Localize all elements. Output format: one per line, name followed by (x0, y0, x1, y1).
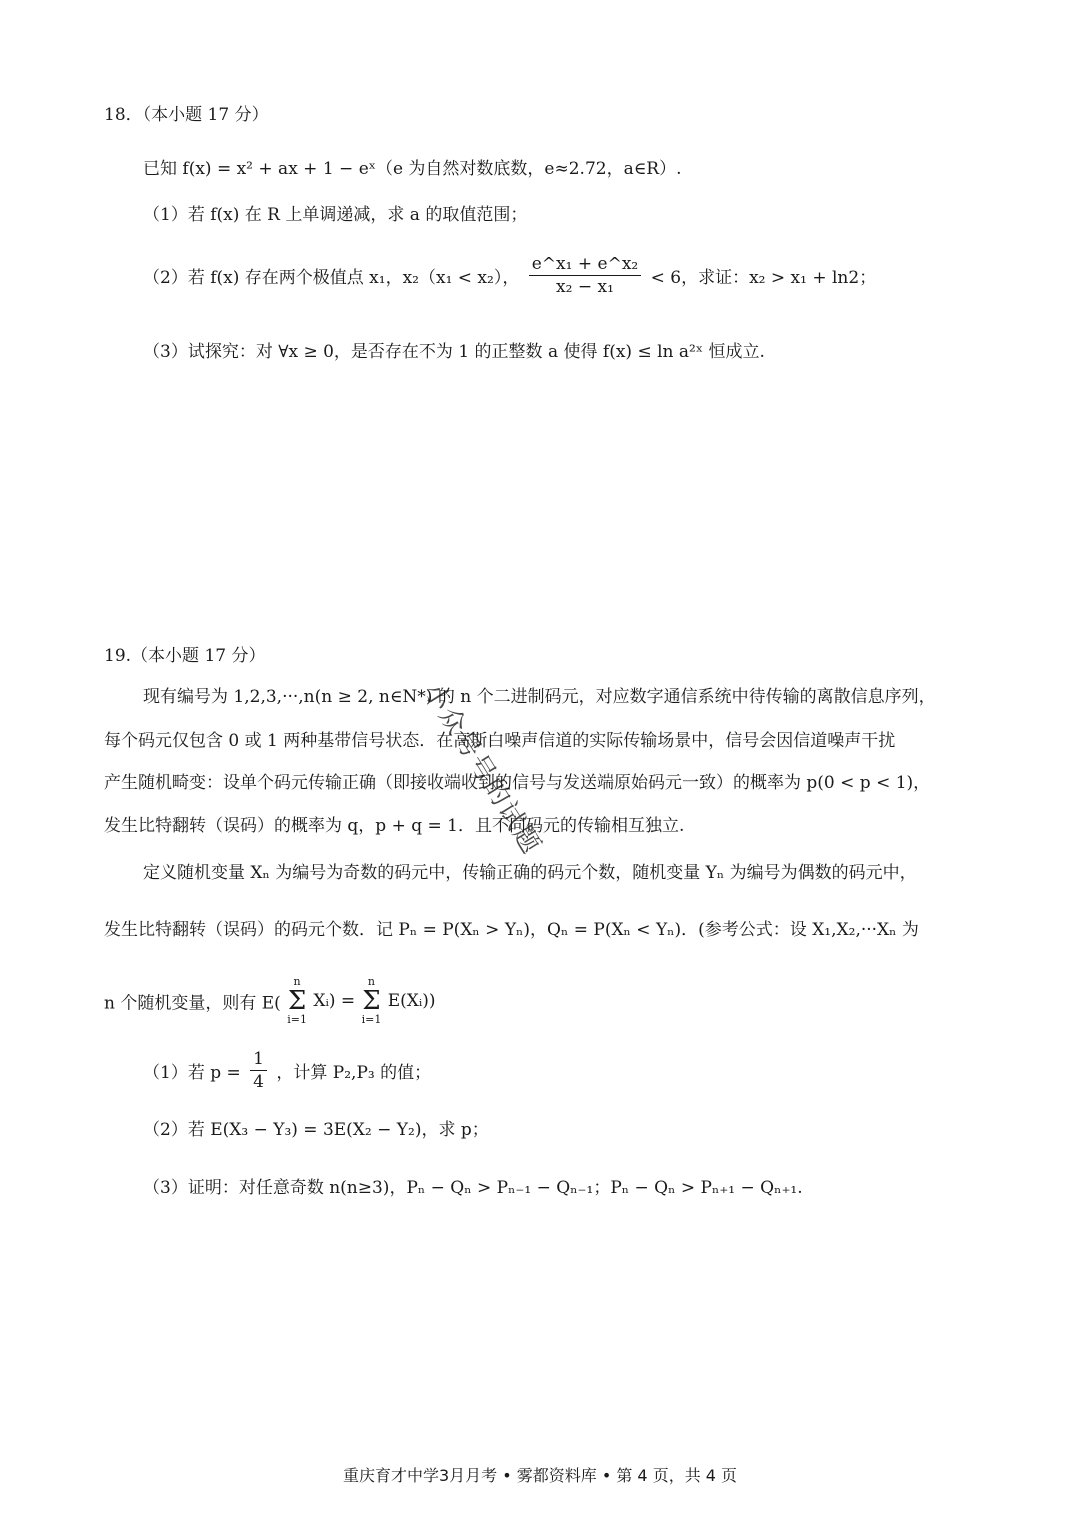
q19-sentence-3: 产生随机畸变：设单个码元传输正确（即接收端收到的信号与发送端原始码元一致）的概率为 p(0 < p < 1)， (104, 773, 931, 793)
q18-part2-denominator: x₂ − x₁ (556, 277, 614, 297)
q18-part2-fraction (529, 253, 641, 298)
q19-part1-pre: （1）若 p = (143, 1063, 241, 1083)
q18-heading: 18．（本小题 17 分） (104, 105, 269, 125)
q18-part2 (143, 253, 876, 298)
q19-part1-numerator: 1 (250, 1048, 267, 1071)
q19-part1 (143, 1048, 431, 1093)
q18-part3: （3）试探究：对 ∀x ≥ 0，是否存在不为 1 的正整数 a 使得 f(x) ≤ ln a²ˣ 恒成立. (143, 342, 765, 362)
q19-sentence-1: 现有编号为 1,2,3,···,n(n ≥ 2, n∈N*) 的 n 个二进制码元，对应数字通信系统中待传输的离散信息序列， (143, 687, 936, 707)
q19-formula-part-b: Xᵢ) = (313, 991, 356, 1011)
q19-summation-2 (362, 976, 382, 1026)
q19-sentence-2: 每个码元仅包含 0 或 1 两种基带信号状态．在高斯白噪声信道的实际传输场景中，信号会因信道噪声干扰 (104, 731, 896, 751)
q19-part1-fraction (250, 1048, 267, 1093)
sum-lower-limit: i=1 (287, 1013, 307, 1026)
q19-heading: 19.（本小题 17 分） (104, 646, 266, 666)
sum-upper-limit: n (367, 975, 375, 988)
q19-formula-line (104, 976, 436, 1026)
q19-part1-denominator: 4 (253, 1072, 264, 1092)
q18-part1: （1）若 f(x) 在 R 上单调递减，求 a 的取值范围； (143, 205, 528, 225)
q18-stem: 已知 f(x) = x² + ax + 1 − eˣ（e 为自然对数底数，e≈2.72，a∈R）. (143, 159, 682, 179)
sum-lower-limit: i=1 (361, 1013, 382, 1026)
q19-part3: （3）证明：对任意奇数 n(n≥3)，Pₙ − Qₙ > Pₙ₋₁ − Qₙ₋₁；Pₙ − Qₙ > Pₙ₊₁ − Qₙ₊₁. (143, 1178, 803, 1198)
q19-sentence-5: 定义随机变量 Xₙ 为编号为奇数的码元中，传输正确的码元个数，随机变量 Yₙ 为编号为偶数的码元中， (143, 863, 917, 883)
watermark: 小众号号的试题 (417, 678, 547, 861)
sigma-symbol: Σ (287, 986, 307, 1016)
q19-formula-part-a: n 个随机变量，则有 E( (104, 993, 281, 1014)
q19-sentence-6: 发生比特翻转（误码）的码元个数．记 Pₙ = P(Xₙ > Yₙ)，Qₙ = P(Xₙ < Yₙ)．(参考公式：设 X₁,X₂,···Xₙ 为 (104, 920, 919, 940)
sum-upper-limit: n (293, 975, 301, 988)
q19-formula-part-c: E(Xᵢ)) (387, 991, 436, 1011)
page-footer: 重庆育才中学3月月考 • 雾都资料库 • 第 4 页，共 4 页 (342, 1466, 738, 1485)
q19-summation-1 (287, 976, 307, 1026)
q19-part1-post: ，计算 P₂,P₃ 的值； (276, 1063, 432, 1083)
q18-part2-numerator: e^x₁ + e^x₂ (529, 253, 641, 276)
sigma-symbol: Σ (362, 986, 381, 1016)
q18-part2-post: < 6，求证：x₂ > x₁ + ln2； (650, 268, 877, 288)
q18-part2-pre: （2）若 f(x) 存在两个极值点 x₁，x₂（x₁ < x₂）， (143, 268, 520, 288)
q19-part2: （2）若 E(X₃ − Y₃) = 3E(X₂ − Y₂)，求 p； (143, 1120, 489, 1140)
q19-sentence-4: 发生比特翻转（误码）的概率为 q，p + q = 1．且不同码元的传输相互独立. (104, 816, 685, 836)
